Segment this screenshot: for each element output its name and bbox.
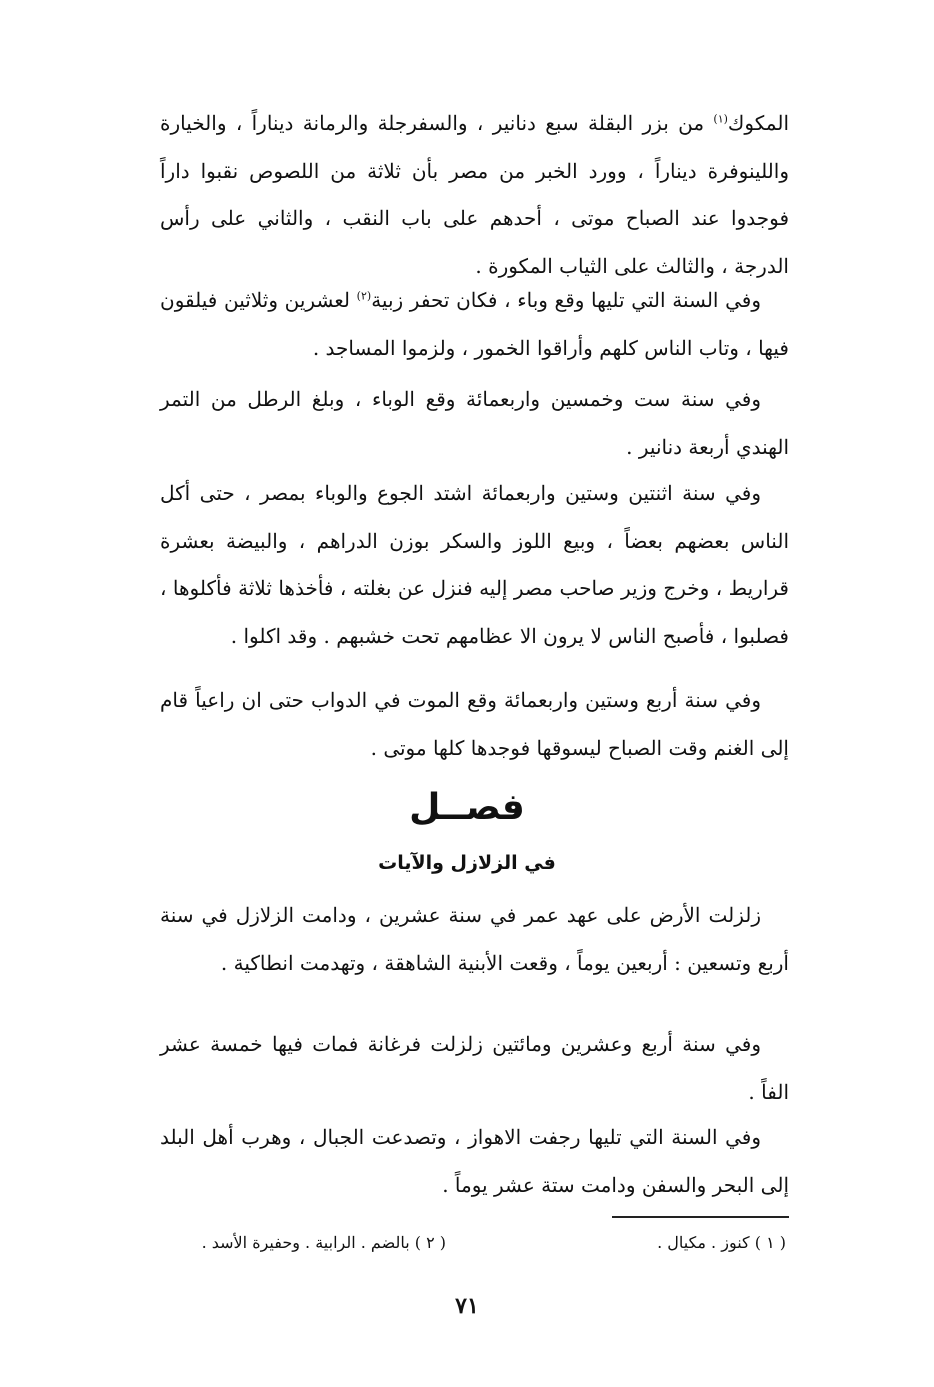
footnote-1: ( ١ ) كنوز . مكيال .	[657, 1233, 786, 1252]
paragraph-2	[160, 277, 789, 372]
section-title: فصــل	[409, 787, 525, 828]
paragraph-2-start: وفي السنة التي تليها وقع وباء ، فكان تحفر زبية	[371, 288, 761, 312]
paragraph-1-rest: من بزر البقلة سبع دنانير ، والسفرجلة والرمانة ديناراً ، والخيارة واللينوفرة ديناراً ، وورد الخبر من مصر بأن ثلاثة من اللصوص نقبوا داراً فوجدوا عند الصباح موتى ، أحدهم على باب النقب ، والثاني على رأس الدرجة ، والثالث على الثياب المكورة .	[160, 111, 789, 278]
footnote-ref-1[interactable]: (١)	[713, 112, 728, 126]
page-number: ٧١	[455, 1293, 479, 1319]
section-subtitle: في الزلازل والآيات	[378, 852, 556, 874]
section-paragraph-2: وفي سنة أربع وعشرين ومائتين زلزلت فرغانة فمات فيها خمسة عشر الفاً .	[160, 1032, 789, 1104]
footnote-divider	[612, 1216, 789, 1218]
footnote-ref-2[interactable]: (٢)	[356, 289, 372, 303]
section-paragraph-1: زلزلت الأرض على عهد عمر في سنة عشرين ، ودامت الزلازل في سنة أربع وتسعين : أربعين يوماً ، وقعت الأبنية الشاهقة ، وتهدمت انطاكية .	[160, 903, 789, 975]
paragraph-5: وفي سنة أربع وستين واربعمائة وقع الموت في الدواب حتى ان راعياً قام إلى الغنم وقت الصباح ليسوقها فوجدها كلها موتى .	[160, 688, 789, 760]
paragraph-1-start: المكوك	[727, 111, 789, 135]
footnote-2: ( ٢ ) بالضم . الرابية . وحفيرة الأسد .	[201, 1233, 446, 1252]
paragraph-1	[160, 100, 789, 290]
paragraph-4: وفي سنة اثنتين وستين واربعمائة اشتد الجوع والوباء بمصر ، حتى أكل الناس بعضهم بعضاً ، وبيع اللوز والسكر بوزن الدراهم ، والبيضة بعشرة قراريط ، وخرج وزير صاحب مصر إليه فنزل عن بغلته ، فأخذها ثلاثة فأكلوها ، فصلبوا ، فأصبح الناس لا يرون الا عظامهم تحت خشبهم . وقد اكلوا .	[160, 481, 789, 648]
paragraph-3: وفي سنة ست وخمسين واربعمائة وقع الوباء ، وبلغ الرطل من التمر الهندي أربعة دنانير .	[160, 387, 789, 459]
section-paragraph-3: وفي السنة التي تليها رجفت الاهواز ، وتصدعت الجبال ، وهرب أهل البلد إلى البحر والسفن ودامت ستة عشر يوماً .	[160, 1125, 789, 1197]
paragraph-2-rest: لعشرين وثلاثين فيلقون فيها ، وتاب الناس كلهم وأراقوا الخمور ، ولزموا المساجد .	[160, 288, 789, 360]
